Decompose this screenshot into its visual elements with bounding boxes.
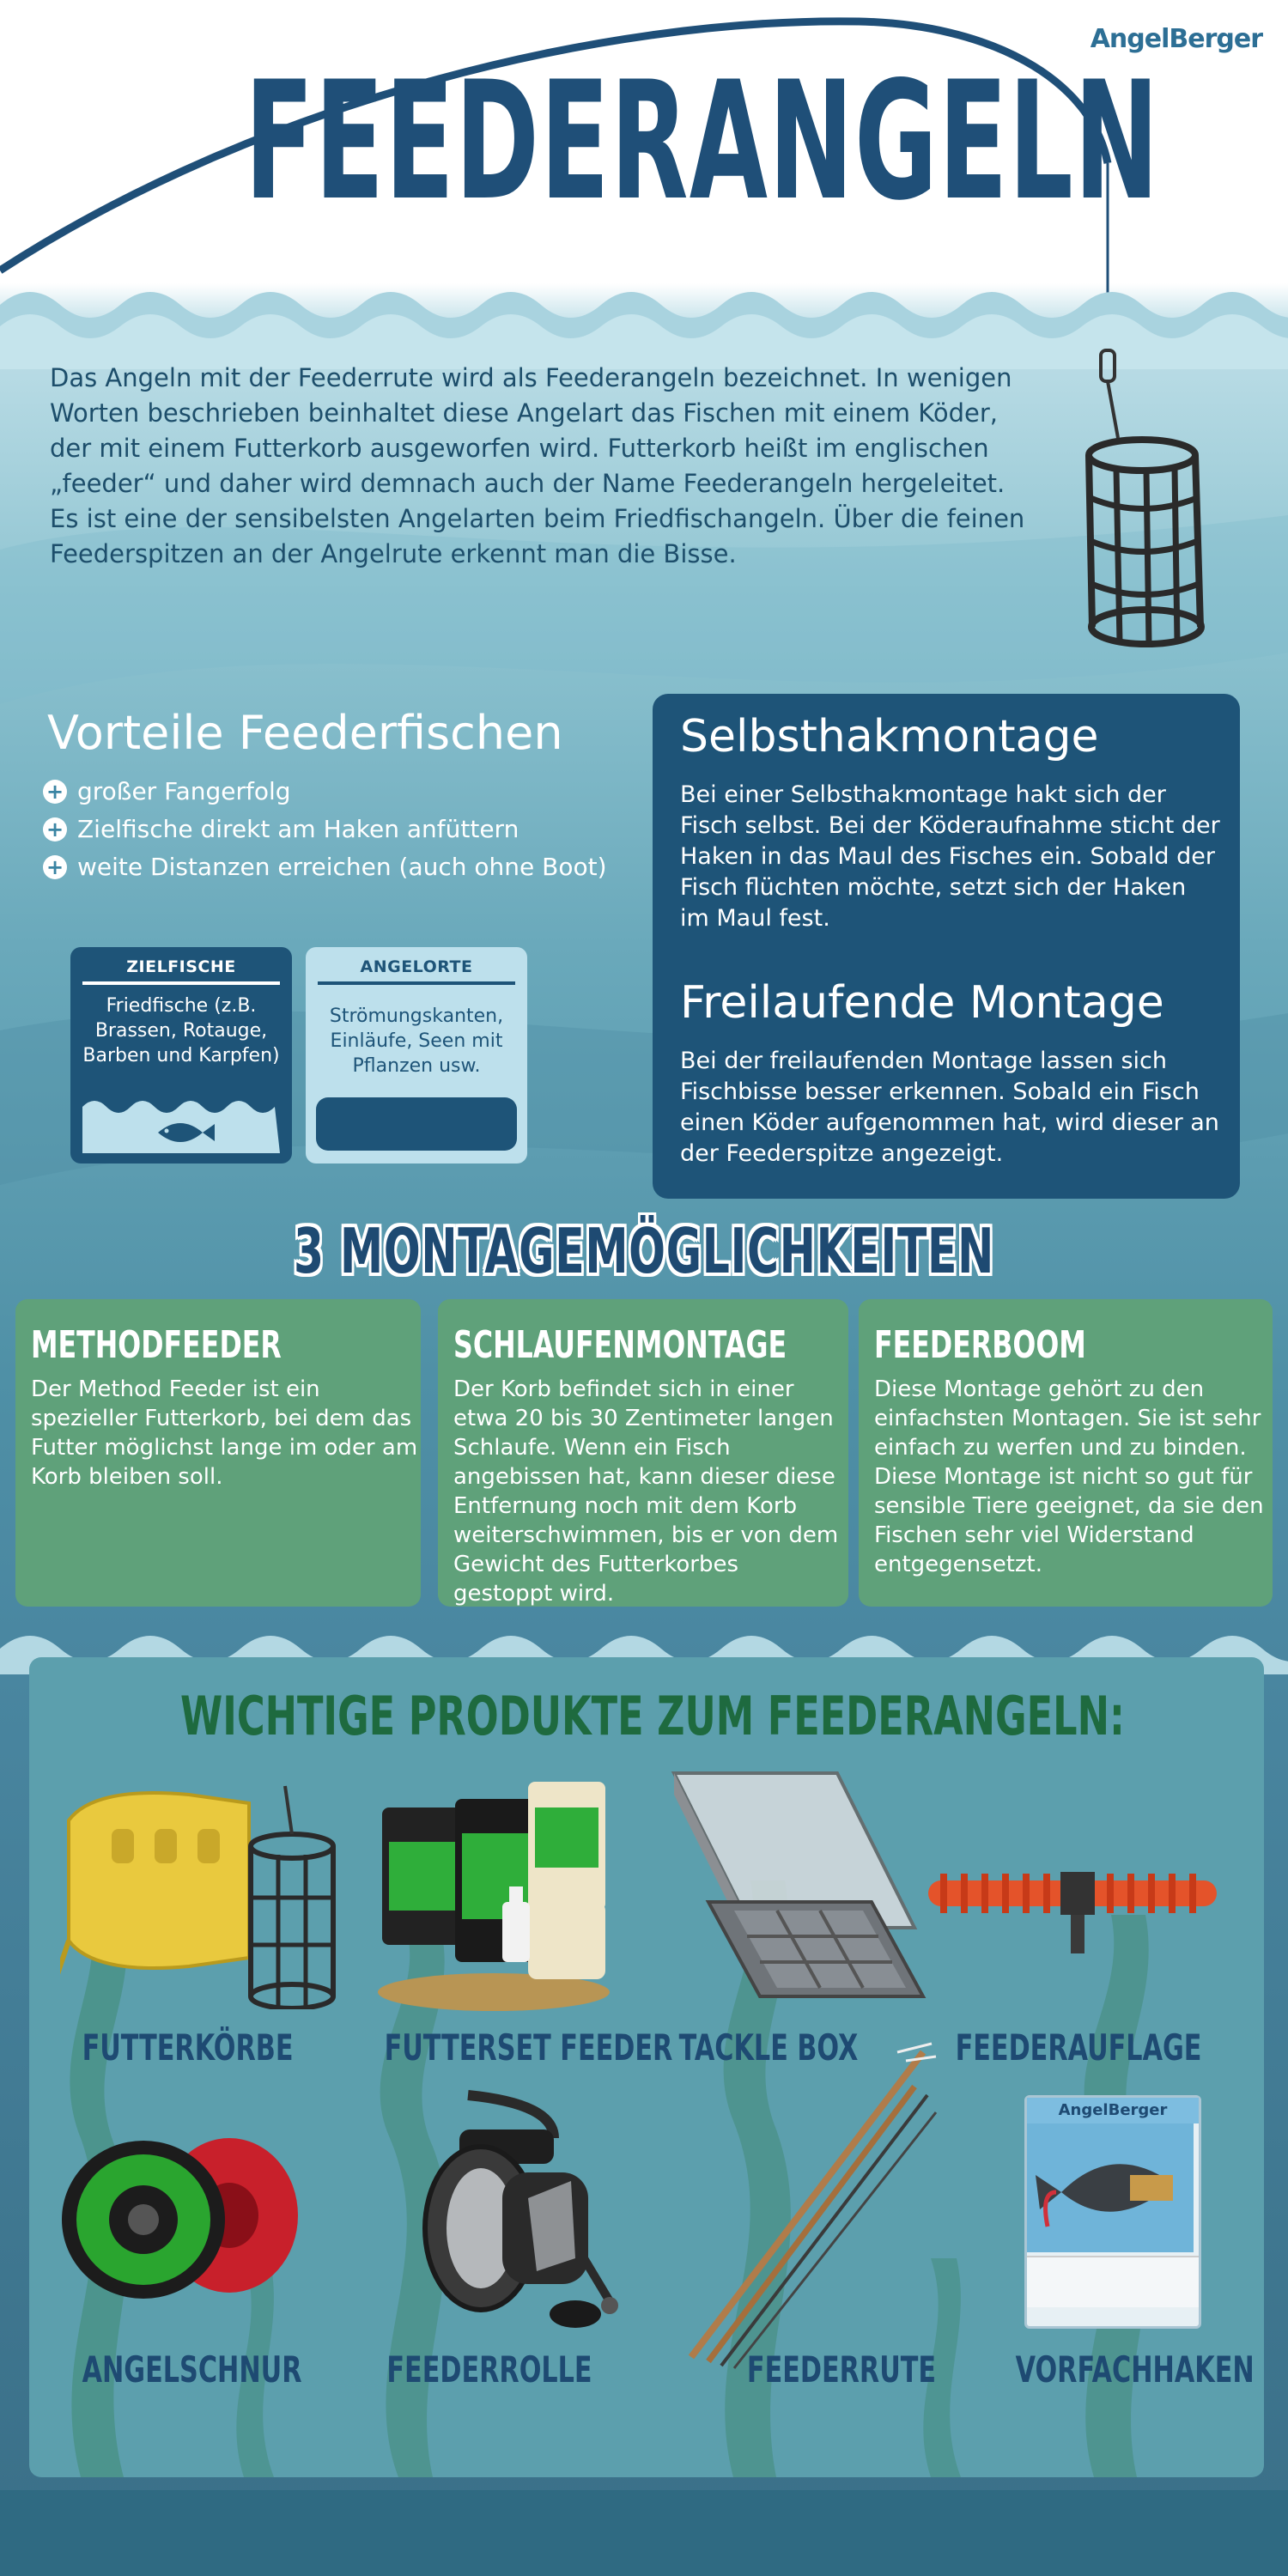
card-angelorte-title: ANGELORTE [360, 957, 473, 976]
tackle-box-icon[interactable] [657, 1765, 932, 2014]
intro-text: Das Angeln mit der Feederrute wird als Feederangeln bezeichnet. In wenigen Worten beschrieben beinhaltet diese Angelart das Fischen mit einem Köder, der mit einem Futterkorb ausgeworfen wird. Futterkorb heißt im englischen „feeder“ und daher wird demnach auch der Name Feederangeln hergeleitet. Es ist eine der sensibelsten Angelarten beim Friedfischangeln. Über die feinen Feederspitzen an der Angelrute erkennt man die Bisse. [50, 363, 1025, 568]
benefit-item: + großer Fangerfolg [43, 777, 627, 805]
selbsthak-title: Selbsthakmontage [680, 711, 1099, 762]
benefits-list [43, 777, 627, 890]
plus-icon: + [43, 780, 67, 804]
product-label: TACKLE BOX [678, 2026, 859, 2069]
hook-pack-brand: AngelBerger [1027, 2098, 1199, 2123]
fish-wave-icon [82, 1095, 280, 1153]
products-title: WICHTIGE PRODUKTE ZUM FEEDERANGELN: [180, 1685, 1125, 1747]
product-label: FEEDERRUTE [746, 2348, 937, 2391]
card-angelorte-text: Strömungskanten, Einläufe, Seen mit Pflanzen usw. [329, 1005, 504, 1077]
montage-option-title: SCHLAUFENMONTAGE [453, 1323, 787, 1367]
selbsthak-text: Bei einer Selbsthakmontage hakt sich der Fisch selbst. Bei der Köderaufnahme sticht der Haken in das Maul des Fisches ein. Sobald der Fisch flüchten möchte, setzt sich der Haken im Maul fest. [680, 781, 1220, 932]
montage-option-card [438, 1299, 848, 1607]
montage-option-text: Der Korb befindet sich in einer etwa 20 bis 30 Zentimeter langen Schlaufe. Wenn ein Fisch angebissen hat, kann dieser diese Entfernung noch mit dem Korb weiterschwimmen, bis er von dem Gewicht des Futterkorbes gestoppt wird. [453, 1376, 839, 1607]
feeder-basket-icon [1073, 343, 1211, 653]
benefit-item: + Zielfische direkt am Haken anfüttern [43, 815, 627, 843]
fishing-rod-icon[interactable] [674, 2035, 940, 2370]
montage-options-title: 3 MONTAGEMÖGLICHKEITEN [293, 1215, 995, 1287]
card-zielfische [70, 947, 292, 1163]
seabed [0, 2490, 1288, 2576]
feeder-basket-icon[interactable] [60, 1769, 343, 2009]
plus-icon: + [43, 817, 67, 841]
product-label: VORFACHHAKEN [1015, 2348, 1255, 2391]
card-angelorte [306, 947, 527, 1163]
fishing-line-icon[interactable] [53, 2129, 302, 2301]
montage-option-title: METHODFEEDER [31, 1323, 282, 1367]
product-label: FEEDERAUFLAGE [955, 2026, 1202, 2069]
card-zielfische-text: Friedfische (z.B. Brassen, Rotauge, Barben und Karpfen) [82, 995, 280, 1066]
benefit-item: + weite Distanzen erreichen (auch ohne Boot) [43, 853, 627, 881]
page-title: FEEDERANGELN [245, 46, 1160, 236]
benefits-title: Vorteile Feederfischen [47, 706, 563, 760]
bait-set-icon[interactable] [374, 1773, 614, 2014]
montage-option-card [15, 1299, 421, 1607]
montage-option-text: Der Method Feeder ist ein spezieller Futterkorb, bei dem das Futter möglichst lange im oder am Korb bleiben soll. [31, 1376, 418, 1490]
product-label: FUTTERKÖRBE [82, 2026, 294, 2069]
montage-types-box [653, 694, 1240, 1199]
montage-option-card [859, 1299, 1273, 1607]
hook-pack-info [1027, 2256, 1199, 2307]
card-angelorte-footer [316, 1097, 517, 1151]
freilaufend-title: Freilaufende Montage [680, 977, 1164, 1029]
fishing-reel-icon[interactable] [399, 2087, 623, 2336]
montage-option-title: FEEDERBOOM [874, 1323, 1086, 1367]
fish-illustration [1027, 2123, 1194, 2252]
divider [318, 981, 515, 985]
divider [82, 981, 280, 985]
freilaufend-text: Bei der freilaufenden Montage lassen sich Fischbisse besser erkennen. Sobald ein Fisch einen Köder aufgenommen hat, wird dieser an der Feederspitze angezeigt. [680, 1048, 1219, 1167]
product-label: FEEDERROLLE [386, 2348, 592, 2391]
hook-pack-icon[interactable] [1024, 2095, 1201, 2329]
plus-icon: + [43, 855, 67, 879]
rod-rest-icon[interactable] [923, 1863, 1224, 1958]
product-label: ANGELSCHNUR [82, 2348, 302, 2391]
card-zielfische-title: ZIELFISCHE [126, 957, 236, 976]
product-label: FUTTERSET FEEDER [384, 2026, 673, 2069]
montage-option-text: Diese Montage gehört zu den einfachsten Montagen. Sie ist sehr einfach zu werfen und zu binden. Diese Montage ist nicht so gut für sensible Tiere geeignet, da sie den Fischen sehr viel Widerstand entgegensetzt. [874, 1376, 1264, 1577]
brand-logo[interactable]: AngelBerger [1090, 24, 1262, 54]
